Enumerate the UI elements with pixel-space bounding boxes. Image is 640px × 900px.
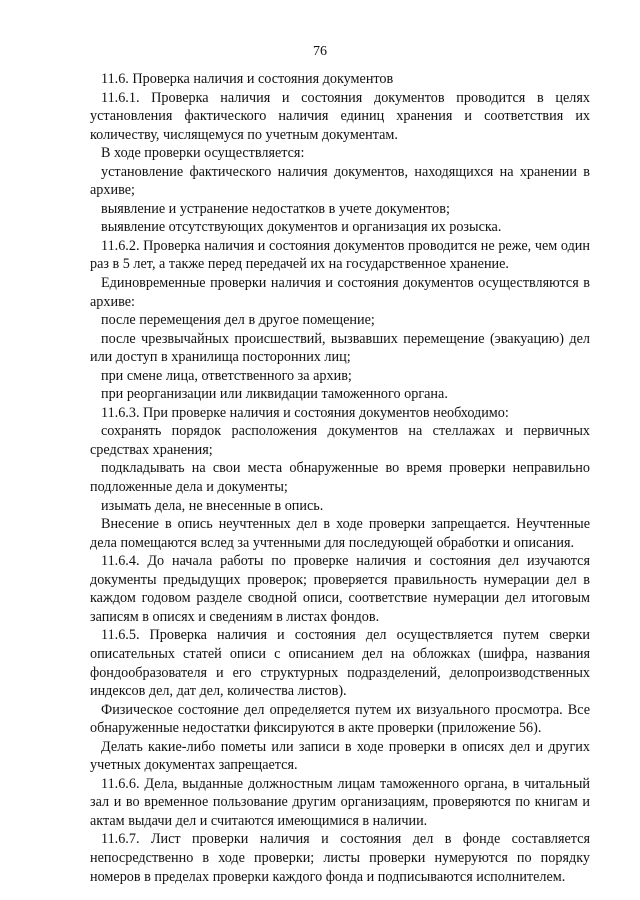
document-body bbox=[90, 70, 590, 886]
page-number: 76 bbox=[313, 44, 327, 59]
paragraph: 11.6.3. При проверке наличия и состояния документов необходимо: bbox=[101, 404, 509, 421]
paragraph: 11.6.5. Проверка наличия и состояния дел осуществляется путем сверки описательных статей описи с описанием дел на обложках (шифра, названия фондообразователя и его структурных подразделений, делопроизводственных индексов дел, дат дел, количества листов). bbox=[90, 627, 590, 700]
paragraph: Физическое состояние дел определяется путем их визуального просмотра. Все обнаруженные недостатки фиксируются в акте проверки (приложение 56). bbox=[90, 701, 590, 737]
section-heading: 11.6. Проверка наличия и состояния документов bbox=[101, 71, 394, 87]
paragraph: 11.6.2. Проверка наличия и состояния документов проводится не реже, чем один раз в 5 лет, а также перед передачей их на государственное хранение. bbox=[90, 237, 590, 273]
paragraph: Единовременные проверки наличия и состояния документов осуществляются в архиве: bbox=[90, 275, 590, 310]
list-item: при смене лица, ответственного за архив; bbox=[101, 367, 352, 384]
paragraph: 11.6.1. Проверка наличия и состояния документов проводится в целях установления фактического наличия единиц хранения и соответствия их количеству, числящемуся по учетным документам. bbox=[90, 89, 590, 143]
list-item: выявление отсутствующих документов и организация их розыска. bbox=[101, 219, 502, 236]
paragraph: 11.6.7. Лист проверки наличия и состояния дел в фонде составляется непосредственно в ходе проверки; листы проверки нумеруются по порядку номеров в пределах проверки каждого фонда и подписываются исполнителем. bbox=[90, 831, 590, 885]
paragraph: 11.6.4. До начала работы по проверке наличия и состояния дел изучаются документы предыдущих проверок; проверяется правильность нумерации дел в каждом годовом разделе сводной описи, соответствие нумерации дел итоговым записям в описях и сведениям в листах фондов. bbox=[90, 553, 590, 625]
list-item: после чрезвычайных происшествий, вызвавших перемещение (эвакуацию) дел или доступ в хранилища посторонних лиц; bbox=[90, 330, 590, 366]
list-item: после перемещения дел в другое помещение; bbox=[101, 312, 375, 329]
paragraph: Внесение в опись неучтенных дел в ходе проверки запрещается. Неучтенные дела помещаются вслед за учтенными для последующей обработки и описания. bbox=[90, 516, 590, 551]
list-item: подкладывать на свои места обнаруженные во время проверки неправильно подложенные дела и документы; bbox=[90, 460, 590, 496]
paragraph: Делать какие-либо пометы или записи в ходе проверки в описях дел и других учетных документах запрещается. bbox=[90, 738, 590, 774]
list-item: установление фактического наличия документов, находящихся на хранении в архиве; bbox=[90, 163, 590, 199]
list-item: выявление и устранение недостатков в учете документов; bbox=[101, 200, 450, 217]
list-item: при реорганизации или ликвидации таможенного органа. bbox=[101, 386, 448, 403]
list-item: сохранять порядок расположения документов на стеллажах и первичных средствах хранения; bbox=[90, 423, 590, 458]
paragraph: 11.6.6. Дела, выданные должностным лицам таможенного органа, в читальный зал и во временное пользование другим организациям, проверяются по книгам и актам выдачи дел и считаются имеющимися в наличии. bbox=[90, 775, 590, 829]
list-item: изымать дела, не внесенные в опись. bbox=[101, 497, 324, 514]
paragraph: В ходе проверки осуществляется: bbox=[101, 145, 305, 162]
